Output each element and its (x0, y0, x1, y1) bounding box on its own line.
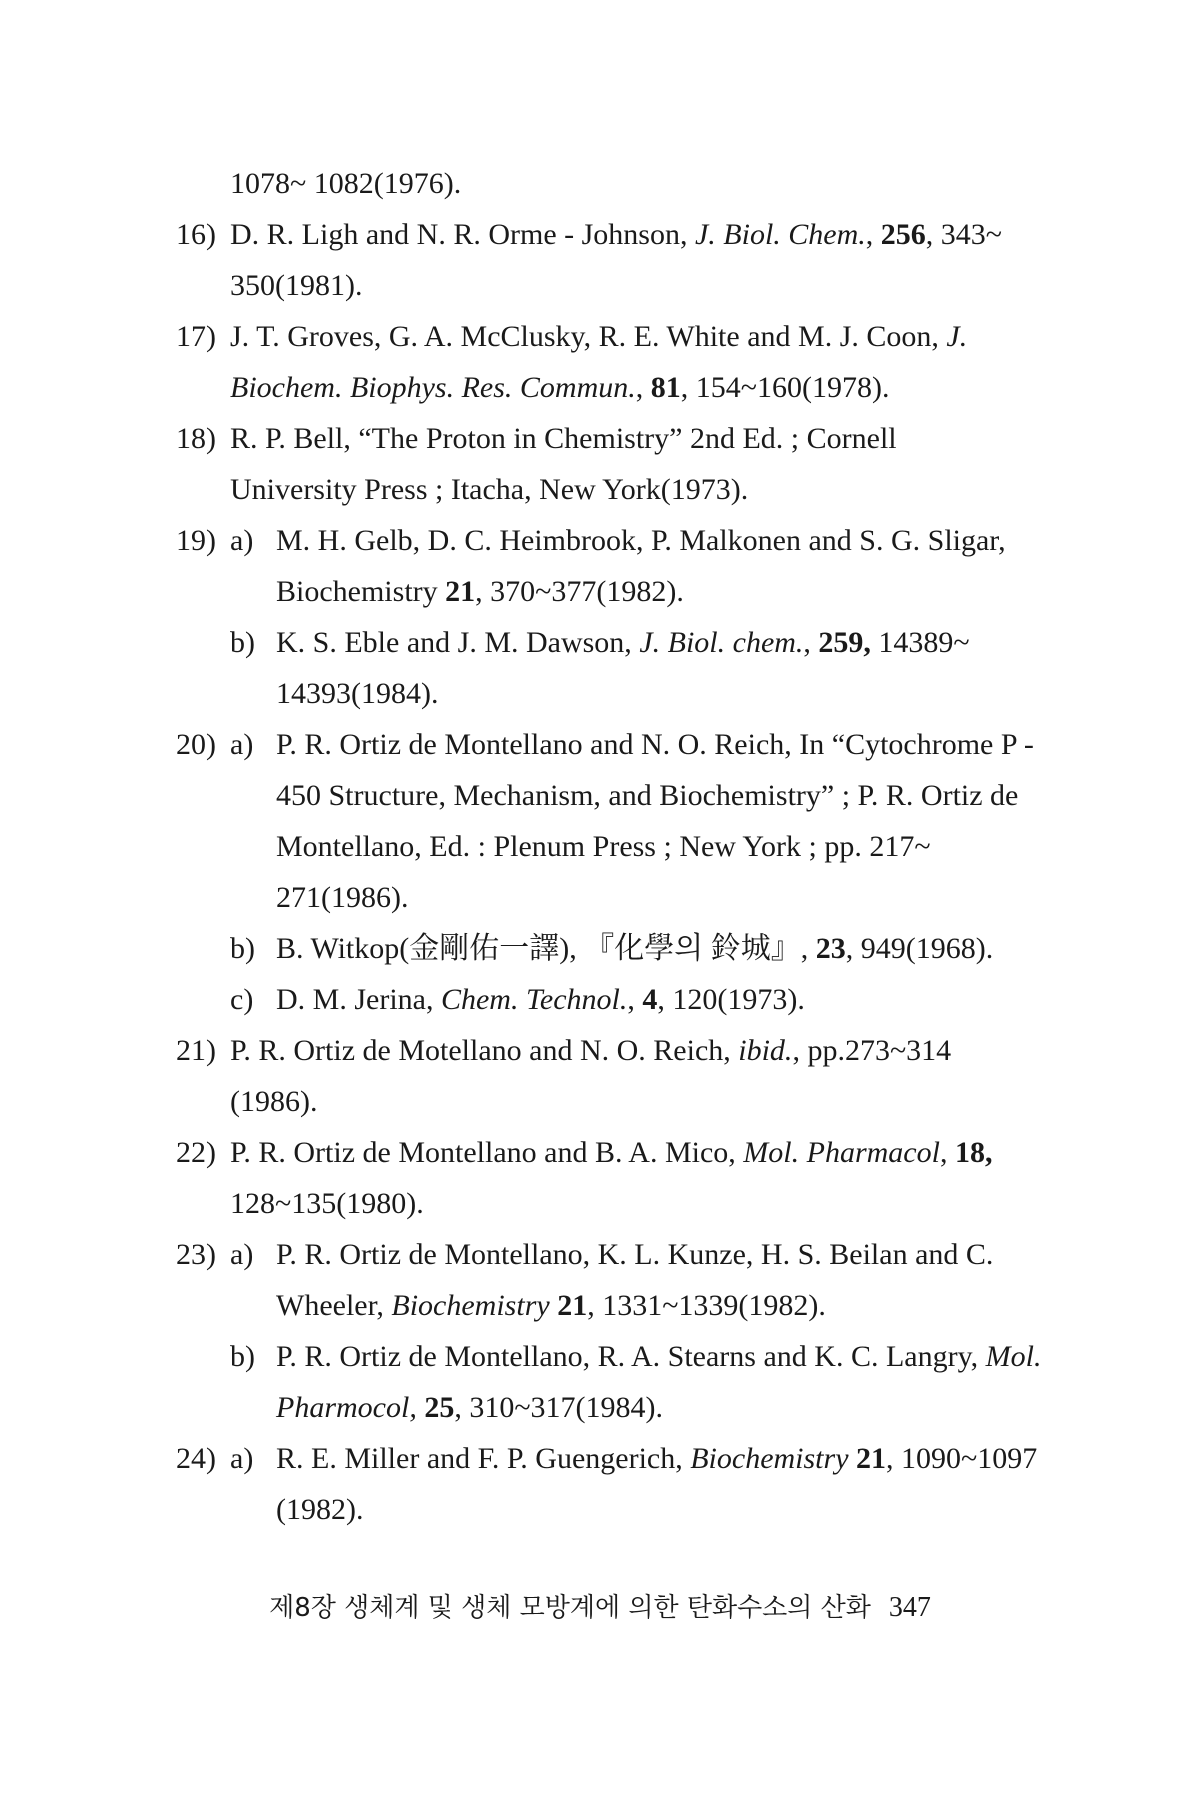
reference-text: M. H. Gelb, D. C. Heimbrook, P. Malkonen and S. G. Sligar, (276, 524, 1006, 557)
sub-label: b) (230, 626, 255, 659)
reference-20b (0, 923, 1200, 974)
page-footer (0, 1582, 1200, 1634)
sub-label: b) (230, 1340, 255, 1373)
sub-label: c) (230, 983, 254, 1016)
sub-label: a) (230, 524, 254, 557)
reference-23b (0, 1331, 1200, 1382)
reference-text: P. R. Ortiz de Montellano, R. A. Stearns and K. C. Langry, Mol. (276, 1340, 1042, 1373)
reference-24a (0, 1433, 1200, 1484)
reference-17-continued (0, 362, 1200, 413)
reference-text: 14393(1984). (276, 677, 439, 710)
reference-text: D. R. Ligh and N. R. Orme - Johnson, J. Biol. Chem., 256, 343~ (230, 218, 1003, 251)
reference-22-continued (0, 1178, 1200, 1229)
reference-number: 17) (176, 320, 216, 353)
reference-20a (0, 719, 1200, 770)
reference-text: J. T. Groves, G. A. McClusky, R. E. White and M. J. Coon, J. (230, 320, 968, 353)
sub-label: b) (230, 932, 255, 965)
reference-number: 19) (176, 524, 216, 557)
sub-label: a) (230, 1442, 254, 1475)
reference-text: 128~135(1980). (230, 1187, 424, 1220)
reference-text: R. E. Miller and F. P. Guengerich, Biochemistry 21, 1090~1097 (276, 1442, 1038, 1475)
reference-23a-continued (0, 1280, 1200, 1331)
reference-number: 18) (176, 422, 216, 455)
reference-number: 20) (176, 728, 216, 761)
reference-19b-continued (0, 668, 1200, 719)
reference-19a (0, 515, 1200, 566)
sub-label: a) (230, 1238, 254, 1271)
reference-number: 16) (176, 218, 216, 251)
reference-text: (1982). (276, 1493, 364, 1526)
reference-20a-continued (0, 770, 1200, 821)
reference-text: Montellano, Ed. : Plenum Press ; New York ; pp. 217~ (276, 830, 931, 863)
reference-16 (0, 209, 1200, 260)
reference-19a-continued (0, 566, 1200, 617)
reference-number: 22) (176, 1136, 216, 1169)
reference-text: B. Witkop(金剛佑一譯), 『化學의 鈴城』, 23, 949(1968). (276, 932, 994, 965)
reference-16-continued (0, 260, 1200, 311)
page-number: 347 (888, 1592, 931, 1623)
reference-number: 24) (176, 1442, 216, 1475)
reference-24a-continued (0, 1484, 1200, 1535)
reference-text: Biochemistry 21, 370~377(1982). (276, 575, 684, 608)
reference-text: University Press ; Itacha, New York(1973). (230, 473, 749, 506)
reference-text: D. M. Jerina, Chem. Technol., 4, 120(1973). (276, 983, 805, 1016)
reference-23b-continued (0, 1382, 1200, 1433)
reference-23a (0, 1229, 1200, 1280)
reference-text: 271(1986). (276, 881, 409, 914)
reference-18-continued (0, 464, 1200, 515)
reference-list (0, 158, 1200, 1535)
reference-21-continued (0, 1076, 1200, 1127)
chapter-title: 제8장 생체계 및 생체 모방계에 의한 탄화수소의 산화 (269, 1593, 871, 1623)
reference-text: P. R. Ortiz de Montellano and B. A. Mico, Mol. Pharmacol, 18, (230, 1136, 993, 1169)
reference-22 (0, 1127, 1200, 1178)
reference-text: 1078~ 1082(1976). (230, 167, 462, 200)
reference-17 (0, 311, 1200, 362)
reference-number: 23) (176, 1238, 216, 1271)
reference-19b (0, 617, 1200, 668)
reference-20a-continued (0, 872, 1200, 923)
reference-text: P. R. Ortiz de Montellano, K. L. Kunze, H. S. Beilan and C. (276, 1238, 994, 1271)
reference-text: P. R. Ortiz de Montellano and N. O. Reich, In “Cytochrome P - (276, 728, 1034, 761)
reference-text: Pharmocol, 25, 310~317(1984). (276, 1391, 664, 1424)
reference-text: Biochem. Biophys. Res. Commun., 81, 154~160(1978). (230, 371, 890, 404)
reference-text: P. R. Ortiz de Motellano and N. O. Reich, ibid., pp.273~314 (230, 1034, 952, 1067)
reference-text: (1986). (230, 1085, 318, 1118)
sub-label: a) (230, 728, 254, 761)
reference-text: 350(1981). (230, 269, 363, 302)
reference-18 (0, 413, 1200, 464)
reference-20a-continued (0, 821, 1200, 872)
reference-text: R. P. Bell, “The Proton in Chemistry” 2nd Ed. ; Cornell (230, 422, 897, 455)
reference-text: 450 Structure, Mechanism, and Biochemistry” ; P. R. Ortiz de (276, 779, 1019, 812)
reference-continuation (0, 158, 1200, 209)
reference-20c (0, 974, 1200, 1025)
reference-text: K. S. Eble and J. M. Dawson, J. Biol. chem., 259, 14389~ (276, 626, 970, 659)
reference-number: 21) (176, 1034, 216, 1067)
reference-21 (0, 1025, 1200, 1076)
reference-text: Wheeler, Biochemistry 21, 1331~1339(1982). (276, 1289, 826, 1322)
